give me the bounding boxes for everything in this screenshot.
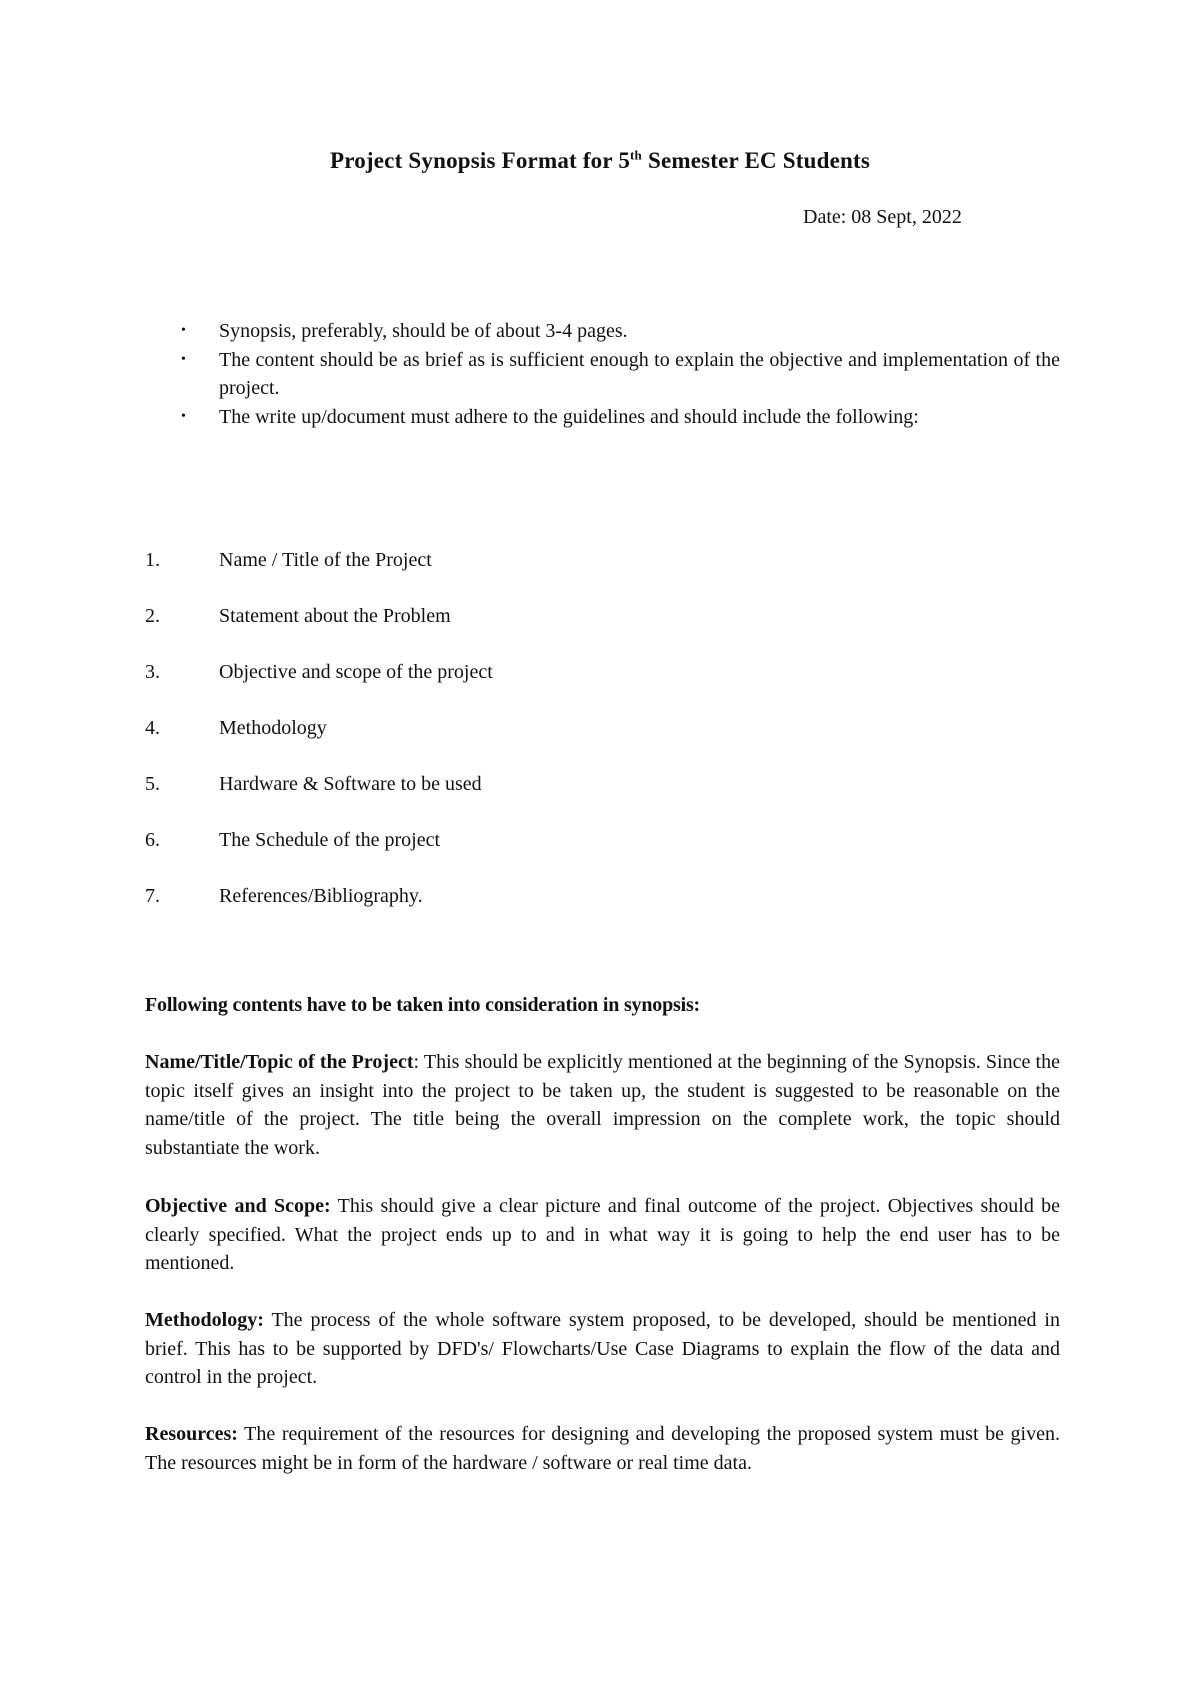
item-number: 2. [145, 605, 160, 627]
numbered-item [145, 546, 1045, 602]
bullet-icon: • [181, 408, 186, 424]
paragraph-label: Name/Title/Topic of the Project [145, 1051, 414, 1073]
item-number: 6. [145, 829, 160, 851]
item-text: Statement about the Problem [219, 605, 451, 627]
section-heading: Following contents have to be taken into consideration in synopsis: [145, 994, 700, 1016]
bullet-item [145, 317, 1060, 346]
paragraph-label: Objective and Scope: [145, 1195, 331, 1217]
guidelines-bullet-list [145, 317, 1060, 431]
numbered-item [145, 770, 1045, 826]
paragraph-name-title [145, 1048, 1060, 1162]
item-number: 7. [145, 885, 160, 907]
document-date: Date: 08 Sept, 2022 [803, 206, 962, 228]
paragraph-label: Methodology: [145, 1309, 264, 1331]
item-text: Methodology [219, 717, 327, 739]
item-number: 3. [145, 661, 160, 683]
item-number: 5. [145, 773, 160, 795]
document-title [0, 148, 1200, 174]
paragraph-text: The process of the whole software system proposed, to be developed, should be mentioned in brief. This has to be supported by DFD's/ Flowcharts/Use Case Diagrams to explain the flow of the data and control in the project. [145, 1309, 1060, 1388]
item-text: Hardware & Software to be used [219, 773, 482, 795]
numbered-item [145, 826, 1045, 882]
bullet-text: Synopsis, preferably, should be of about 3-4 pages. [219, 320, 628, 342]
numbered-item [145, 714, 1045, 770]
item-number: 4. [145, 717, 160, 739]
item-text: Objective and scope of the project [219, 661, 493, 683]
bullet-text: The write up/document must adhere to the guidelines and should include the following: [219, 405, 919, 428]
paragraph-label: Resources: [145, 1423, 238, 1445]
bullet-icon: • [181, 323, 186, 338]
numbered-item [145, 882, 1045, 938]
item-text: The Schedule of the project [219, 829, 441, 851]
title-text: Project Synopsis Format for 5 [329, 148, 631, 173]
title-superscript: th [630, 147, 642, 163]
item-number: 1. [145, 549, 160, 571]
item-text: References/Bibliography. [219, 885, 423, 907]
numbered-item [145, 602, 1045, 658]
paragraph-resources [145, 1420, 1060, 1477]
paragraph-text: This should give a clear picture and final outcome of the project. Objectives should be clearly specified. What the project ends up to and in what way it is going to help the end user has to be mentioned. [145, 1195, 1061, 1274]
bullet-text: The content should be as brief as is sufficient enough to explain the objective and implementation of the project. [219, 348, 1060, 399]
paragraph-text: The requirement of the resources for designing and developing the proposed system must be given. The resources might be in form of the hardware / software or real time data. [145, 1423, 1060, 1474]
contents-numbered-list [145, 546, 1045, 938]
bullet-item [145, 403, 1060, 432]
paragraph-methodology [145, 1306, 1060, 1392]
bullet-icon: • [181, 351, 186, 367]
numbered-item [145, 658, 1045, 714]
paragraph-objective-scope [145, 1192, 1060, 1278]
item-text: Name / Title of the Project [219, 549, 432, 571]
title-text-suffix: Semester EC Students [642, 148, 871, 173]
paragraph-text: : This should be explicitly mentioned at the beginning of the Synopsis. Since the topic itself gives an insight into the project to be taken up, the student is suggested to be reasonable on the name/title of the project. The title being the overall impression on the complete work, the topic should substantiate the work. [145, 1051, 1060, 1159]
bullet-item [145, 346, 1060, 403]
